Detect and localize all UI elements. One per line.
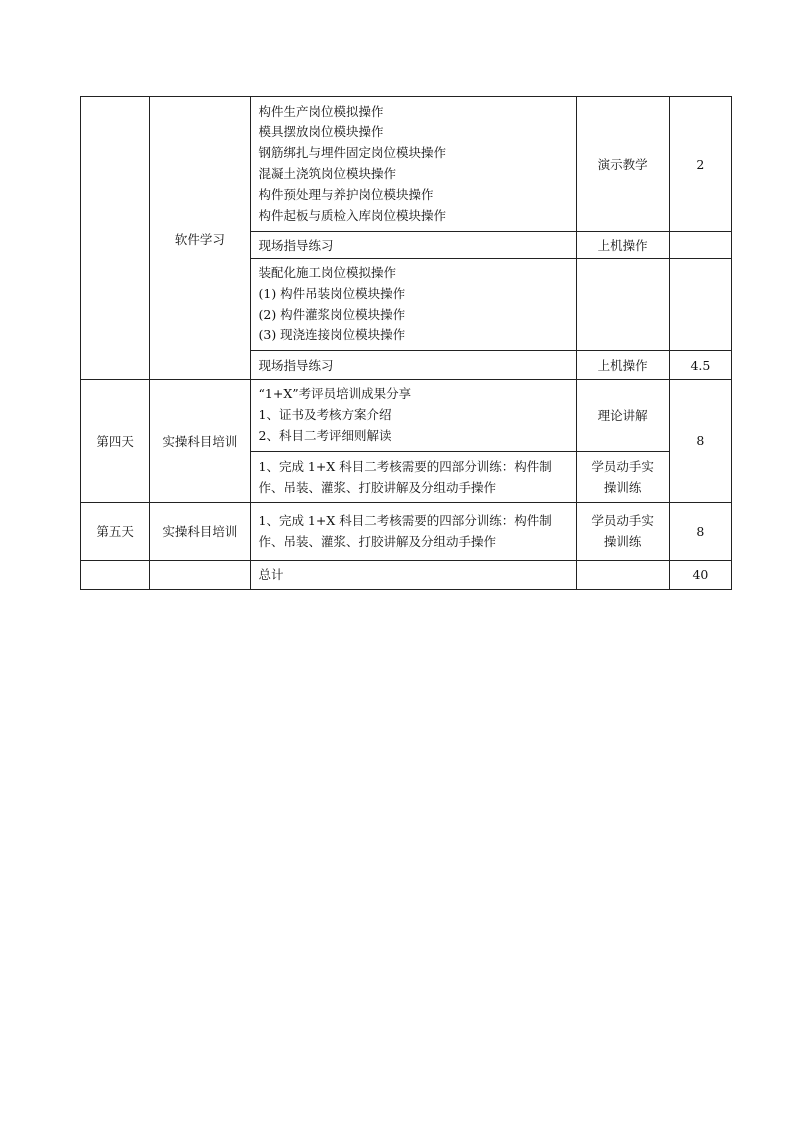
table-row (81, 97, 732, 232)
content-cell (250, 97, 576, 232)
list-item: 混凝土浇筑岗位模块操作 (258, 166, 397, 181)
content-cell: 现场指导练习 (250, 232, 576, 259)
list-item: “1+X”考评员培训成果分享 (258, 386, 412, 402)
list-item: (3) 现浇连接岗位模块操作 (258, 327, 406, 343)
content-cell: 现场指导练习 (250, 351, 576, 380)
content-cell (250, 502, 576, 560)
list-item: 1、完成 1+X 科目二考核需要的四部分训练：构件制 (258, 458, 552, 474)
list-item: 作、吊装、灌浆、打胶讲解及分组动手操作 (258, 534, 497, 550)
list-item: 模具摆放岗位模块操作 (258, 124, 384, 140)
list-item: 1、完成 1+X 科目二考核需要的四部分训练：构件制 (258, 513, 552, 529)
content-list (251, 98, 576, 231)
method-line: 学员动手实 (591, 513, 654, 529)
subject-cell-empty (150, 560, 250, 589)
total-hours: 40 (669, 560, 731, 589)
content-cell (250, 259, 576, 351)
table-row (81, 560, 732, 589)
day-cell: 第五天 (81, 502, 150, 560)
hours-cell: 2 (669, 97, 731, 232)
subject-cell (150, 97, 250, 380)
method-cell: 上机操作 (576, 351, 669, 380)
list-item: 构件生产岗位模拟操作 (258, 103, 384, 119)
hours-cell (669, 259, 731, 351)
method-cell: 演示教学 (576, 97, 669, 232)
list-item: 2、科目二考评细则解读 (258, 427, 392, 443)
content-list (251, 380, 576, 450)
method-line: 操训练 (603, 534, 642, 550)
subject-cell: 实操科目培训 (150, 380, 250, 502)
content-cell (250, 451, 576, 502)
content-list (251, 452, 576, 502)
list-item: 1、证书及考核方案介绍 (258, 406, 392, 422)
content-list (251, 259, 576, 350)
list-item: (1) 构件吊装岗位模块操作 (258, 285, 406, 301)
schedule-table (80, 96, 732, 590)
total-label: 总计 (250, 560, 576, 589)
list-item: 作、吊装、灌浆、打胶讲解及分组动手操作 (258, 479, 497, 495)
list-item: 构件预处理与养护岗位模块操作 (258, 186, 434, 202)
method-lines (577, 510, 669, 552)
method-cell (576, 451, 669, 502)
method-cell (576, 502, 669, 560)
subject-software: 软件学习 (174, 231, 225, 247)
list-item: 构件起板与质检入库岗位模块操作 (258, 207, 447, 223)
list-item: 钢筋绑扎与埋件固定岗位模块操作 (258, 145, 447, 161)
hours-cell (669, 232, 731, 259)
day-cell-empty (81, 97, 150, 380)
list-item: (2) 构件灌浆岗位模块操作 (258, 306, 406, 322)
method-line: 学员动手实 (591, 458, 654, 474)
hours-cell: 4.5 (669, 351, 731, 380)
day-cell: 第四天 (81, 380, 150, 502)
day-cell-empty (81, 560, 150, 589)
hours-cell: 8 (669, 380, 731, 502)
table-row (81, 380, 732, 451)
method-cell-empty (576, 560, 669, 589)
method-cell (576, 259, 669, 351)
table-row (81, 502, 732, 560)
content-cell (250, 380, 576, 451)
content-list (251, 506, 576, 556)
method-cell: 理论讲解 (576, 380, 669, 451)
method-line: 操训练 (603, 479, 642, 495)
method-cell: 上机操作 (576, 232, 669, 259)
method-lines (577, 456, 669, 498)
list-item: 装配化施工岗位模拟操作 (258, 265, 397, 280)
subject-cell: 实操科目培训 (150, 502, 250, 560)
hours-cell: 8 (669, 502, 731, 560)
